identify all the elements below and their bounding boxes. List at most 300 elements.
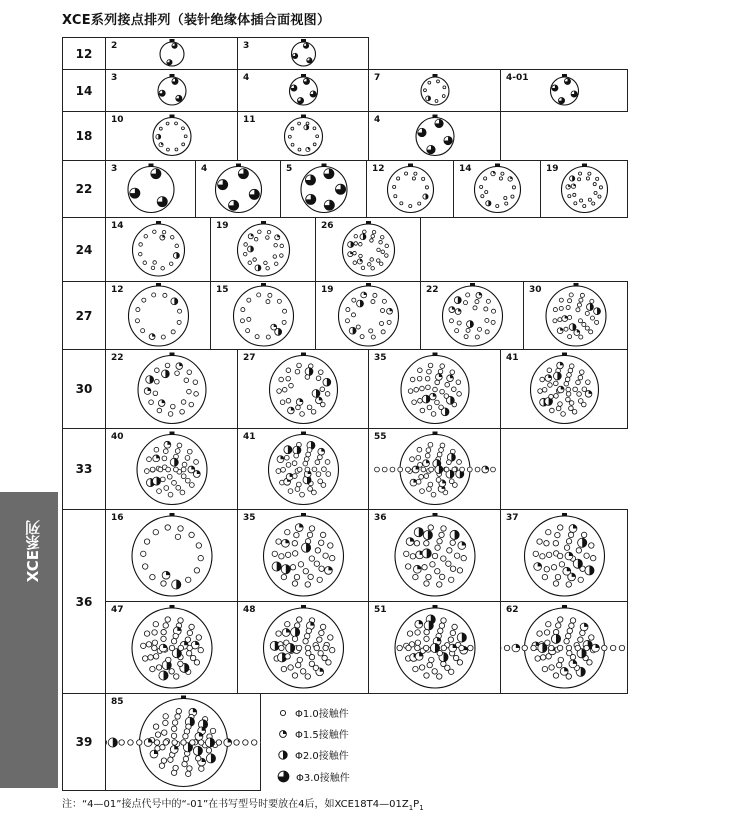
contact — [305, 645, 310, 650]
contact — [189, 483, 194, 488]
contact — [360, 335, 364, 339]
contact — [546, 552, 551, 557]
contact — [190, 655, 195, 660]
key-notch — [301, 432, 306, 436]
contact — [424, 636, 429, 641]
contact — [316, 472, 321, 477]
contact — [496, 204, 499, 207]
contact — [578, 577, 583, 582]
contact — [461, 555, 466, 560]
contact — [178, 309, 182, 313]
contact — [564, 639, 569, 644]
legend-label: Φ1.0接触件 — [295, 709, 349, 720]
contact — [186, 651, 191, 656]
contact — [311, 409, 316, 414]
contact — [412, 177, 415, 180]
contact — [216, 740, 221, 745]
contact — [325, 460, 330, 465]
contact — [538, 389, 543, 394]
contact — [288, 665, 293, 670]
contact — [323, 645, 328, 650]
contact — [144, 234, 148, 238]
contact — [542, 666, 547, 671]
contact — [398, 467, 403, 472]
insert-diagram — [421, 282, 524, 350]
contact — [379, 262, 383, 266]
contact — [146, 642, 151, 647]
contact — [385, 254, 389, 258]
contact — [153, 654, 158, 659]
contact — [420, 408, 425, 413]
contact — [420, 489, 425, 494]
contact — [292, 461, 297, 466]
contact — [565, 377, 570, 382]
contact — [300, 669, 305, 674]
contact — [317, 577, 322, 582]
contact — [439, 532, 444, 537]
contact — [578, 172, 581, 175]
contact — [322, 655, 327, 660]
key-notch — [170, 74, 175, 78]
contact — [292, 474, 297, 479]
contact — [400, 202, 403, 205]
contact — [559, 306, 563, 310]
contact — [318, 370, 323, 375]
contact — [568, 315, 572, 319]
contact — [569, 406, 574, 411]
layout-cell — [280, 160, 367, 218]
contact — [153, 621, 158, 626]
contact — [556, 623, 561, 628]
contact — [584, 645, 589, 650]
contact-count-label: 41 — [506, 353, 519, 363]
contact — [163, 720, 168, 725]
contact — [284, 455, 289, 460]
contact — [307, 405, 312, 410]
shell-size-cell: 18 — [62, 111, 106, 161]
layout-cell — [368, 111, 501, 161]
contact — [592, 202, 595, 205]
contact — [559, 298, 563, 302]
contact-count-label: 40 — [111, 432, 124, 442]
contact — [437, 80, 440, 83]
insert-diagram — [211, 282, 316, 350]
contact — [466, 328, 470, 332]
contact — [582, 322, 586, 326]
contact — [308, 486, 313, 491]
contact — [181, 740, 186, 745]
contact — [171, 330, 175, 334]
contact — [456, 380, 461, 385]
contact — [415, 645, 420, 650]
contact — [453, 655, 458, 660]
contact — [295, 369, 300, 374]
contact — [464, 335, 468, 339]
contact — [567, 373, 572, 378]
contact-count-label: 30 — [529, 285, 542, 295]
contact — [328, 543, 333, 548]
contact — [298, 122, 301, 125]
contact — [128, 740, 133, 745]
contact — [590, 299, 594, 303]
contact — [379, 321, 383, 325]
contact — [295, 662, 300, 667]
insert-diagram — [369, 350, 501, 429]
layout-cell — [105, 111, 238, 161]
insert-outline — [546, 286, 606, 346]
key-notch — [301, 513, 306, 517]
contact — [306, 628, 311, 633]
contact-count-label: 10 — [111, 115, 124, 125]
contact — [540, 377, 545, 382]
contact — [240, 319, 244, 323]
contact — [305, 375, 310, 380]
contact — [382, 299, 386, 303]
contact — [291, 143, 294, 146]
layout-cell — [500, 349, 628, 429]
contact — [424, 673, 429, 678]
contact — [436, 477, 441, 482]
contact — [576, 548, 581, 553]
contact — [185, 771, 190, 776]
contact — [568, 532, 573, 537]
contact — [404, 172, 407, 175]
contact — [548, 383, 553, 388]
layout-cell — [237, 601, 369, 694]
contact-count-label: 26 — [321, 221, 334, 231]
contact — [426, 448, 431, 453]
contact — [279, 377, 284, 382]
contact — [408, 389, 413, 394]
contact — [359, 242, 363, 246]
contact — [492, 309, 496, 313]
contact — [305, 467, 310, 472]
contact — [346, 308, 350, 312]
contact — [405, 564, 410, 569]
layout-cell — [368, 428, 501, 510]
contact — [576, 308, 580, 312]
contact — [164, 486, 169, 491]
contact — [475, 300, 479, 304]
layout-cell — [368, 69, 501, 112]
contact — [584, 553, 589, 558]
insert-diagram — [501, 602, 628, 694]
contact — [345, 319, 349, 323]
contact — [445, 382, 450, 387]
contact — [533, 551, 538, 556]
contact — [163, 623, 168, 628]
contact — [419, 474, 424, 479]
contact — [353, 251, 357, 255]
contact — [535, 656, 540, 661]
contact — [266, 335, 270, 339]
contact — [187, 630, 192, 635]
contact — [568, 335, 572, 339]
contact — [196, 543, 201, 548]
layout-cell — [500, 601, 628, 694]
contact — [367, 263, 371, 267]
footnote: 注：“4—01”接点代号中的“-01”在书写型号时要放在4后，如$XCE18T4—01Z_1P_1$ — [62, 799, 424, 812]
contact — [435, 569, 440, 574]
contact — [255, 335, 259, 339]
contact-count-label: 51 — [374, 605, 387, 615]
contact — [522, 645, 527, 650]
contact — [180, 409, 185, 414]
contact — [279, 645, 284, 650]
layout-cell — [195, 160, 281, 218]
contact — [161, 581, 166, 586]
contact-count-label: 41 — [243, 432, 256, 442]
contact — [162, 230, 166, 234]
key-notch — [301, 353, 306, 357]
contact — [554, 394, 559, 399]
contact — [450, 540, 455, 545]
contact — [373, 293, 377, 297]
insert-diagram — [501, 70, 628, 112]
insert-diagram — [106, 694, 261, 791]
contact — [394, 195, 397, 198]
contact — [594, 191, 597, 194]
contact — [243, 252, 247, 256]
contact — [432, 553, 437, 558]
contact — [143, 261, 147, 265]
contact — [406, 467, 411, 472]
layout-cell — [368, 509, 501, 602]
contact — [449, 479, 454, 484]
contact — [283, 309, 287, 313]
contact — [281, 574, 286, 579]
contact — [428, 442, 433, 447]
contact — [542, 574, 547, 579]
contact — [424, 89, 427, 92]
contact — [370, 239, 374, 243]
insert-diagram — [106, 510, 238, 602]
contact — [588, 172, 591, 175]
contact — [185, 456, 190, 461]
layout-cell — [237, 428, 369, 510]
contact — [558, 657, 563, 662]
contact — [427, 487, 432, 492]
contact — [144, 631, 149, 636]
shell-size-cell: 24 — [62, 217, 106, 282]
contact — [353, 261, 357, 265]
key-notch — [495, 164, 500, 168]
contact-fill — [516, 644, 520, 648]
contact — [557, 645, 562, 650]
contact — [598, 195, 601, 198]
contact — [422, 565, 427, 570]
contact — [415, 640, 420, 645]
contact — [165, 363, 170, 368]
contact — [599, 186, 602, 189]
insert-outline — [238, 224, 290, 276]
contact — [288, 489, 293, 494]
contact — [198, 740, 203, 745]
contact — [187, 370, 192, 375]
side-tab-label: XCE系列 — [24, 520, 42, 583]
contact — [435, 380, 440, 385]
contact — [260, 740, 261, 745]
contact — [361, 266, 365, 270]
contact-1-5-icon — [277, 728, 289, 740]
contact — [173, 633, 178, 638]
contact — [155, 379, 160, 384]
contact — [568, 195, 571, 198]
contact — [155, 368, 160, 373]
contact-fill — [228, 739, 232, 743]
contact — [198, 555, 203, 560]
contact — [446, 561, 451, 566]
key-notch — [470, 283, 475, 287]
contact — [289, 383, 294, 388]
contact — [452, 624, 457, 629]
layout-cell — [105, 160, 196, 218]
contact — [247, 298, 251, 302]
contact — [297, 363, 302, 368]
contact — [553, 541, 558, 546]
contact — [553, 673, 558, 678]
contact — [148, 655, 153, 660]
contact — [305, 674, 310, 679]
contact — [252, 740, 257, 745]
contact — [576, 380, 581, 385]
contact — [435, 400, 440, 405]
contact — [551, 565, 556, 570]
contact — [322, 467, 327, 472]
contact — [175, 449, 180, 454]
contact — [248, 261, 252, 265]
contact — [315, 460, 320, 465]
contact-count-label: 19 — [216, 221, 229, 231]
key-notch — [261, 283, 266, 287]
contact — [150, 666, 155, 671]
contact — [306, 122, 309, 125]
contact — [566, 305, 570, 309]
contact — [558, 617, 563, 622]
contact — [281, 467, 286, 472]
contact — [307, 448, 312, 453]
layout-cell — [105, 37, 238, 70]
contact — [409, 204, 412, 207]
contact — [152, 293, 156, 297]
contact-count-label: 47 — [111, 605, 124, 615]
contact — [589, 543, 594, 548]
contact — [437, 452, 442, 457]
layout-cell — [105, 428, 238, 510]
contact — [544, 541, 549, 546]
contact — [169, 669, 174, 674]
contact — [285, 529, 290, 534]
contact — [579, 335, 583, 339]
key-notch — [261, 221, 266, 225]
contact — [555, 532, 560, 537]
contact-count-label: 5 — [286, 164, 293, 174]
contact — [457, 568, 462, 573]
contact — [268, 293, 272, 297]
contact-count-label: 11 — [243, 115, 256, 125]
contact-count-label: 48 — [243, 605, 256, 615]
contact — [475, 467, 480, 472]
contact — [296, 645, 301, 650]
contact — [243, 740, 248, 745]
insert-diagram — [238, 350, 369, 429]
contact — [169, 645, 174, 650]
contact — [595, 320, 599, 324]
contact-count-label: 19 — [321, 285, 334, 295]
key-notch — [301, 605, 306, 609]
contact — [153, 230, 157, 234]
contact — [581, 532, 586, 537]
contact — [566, 582, 571, 587]
layout-cell — [500, 69, 628, 112]
contact — [320, 387, 325, 392]
contact — [504, 645, 509, 650]
contact — [559, 562, 564, 567]
legend-item — [277, 769, 350, 784]
contact — [440, 443, 445, 448]
insert-diagram — [106, 429, 238, 510]
contact — [319, 566, 324, 571]
contact — [306, 452, 311, 457]
contact — [244, 243, 248, 247]
contact — [303, 639, 308, 644]
layout-cell — [237, 509, 369, 602]
contact — [426, 574, 431, 579]
contact — [160, 477, 165, 482]
contact — [163, 449, 168, 454]
layout-cell — [368, 601, 501, 694]
contact — [185, 478, 190, 483]
contact — [425, 376, 430, 381]
contact — [285, 552, 290, 557]
contact — [593, 183, 596, 186]
contact — [485, 190, 488, 193]
contact — [156, 665, 161, 670]
contact — [564, 327, 568, 331]
contact — [577, 303, 581, 307]
contact — [314, 645, 319, 650]
contact — [286, 462, 291, 467]
contact — [182, 143, 185, 146]
contact — [352, 298, 356, 302]
contact — [448, 637, 453, 642]
contact — [286, 398, 291, 403]
contact — [318, 540, 323, 545]
contact — [153, 529, 158, 534]
contact — [568, 299, 572, 303]
contact — [166, 122, 169, 125]
contact — [153, 261, 157, 265]
contact — [589, 330, 593, 334]
contact — [300, 412, 305, 417]
contact — [317, 637, 322, 642]
contact — [296, 482, 301, 487]
contact — [161, 266, 165, 270]
contact — [307, 532, 312, 537]
contact — [168, 412, 173, 417]
insert-diagram — [238, 602, 369, 694]
contact — [184, 135, 187, 138]
contact — [427, 405, 432, 410]
insert-outline — [443, 286, 503, 346]
contact — [459, 645, 464, 650]
contact — [546, 529, 551, 534]
layout-cell — [105, 601, 238, 694]
key-notch — [170, 353, 175, 357]
contact — [380, 308, 384, 312]
layout-cell — [453, 160, 541, 218]
key-notch — [366, 283, 371, 287]
